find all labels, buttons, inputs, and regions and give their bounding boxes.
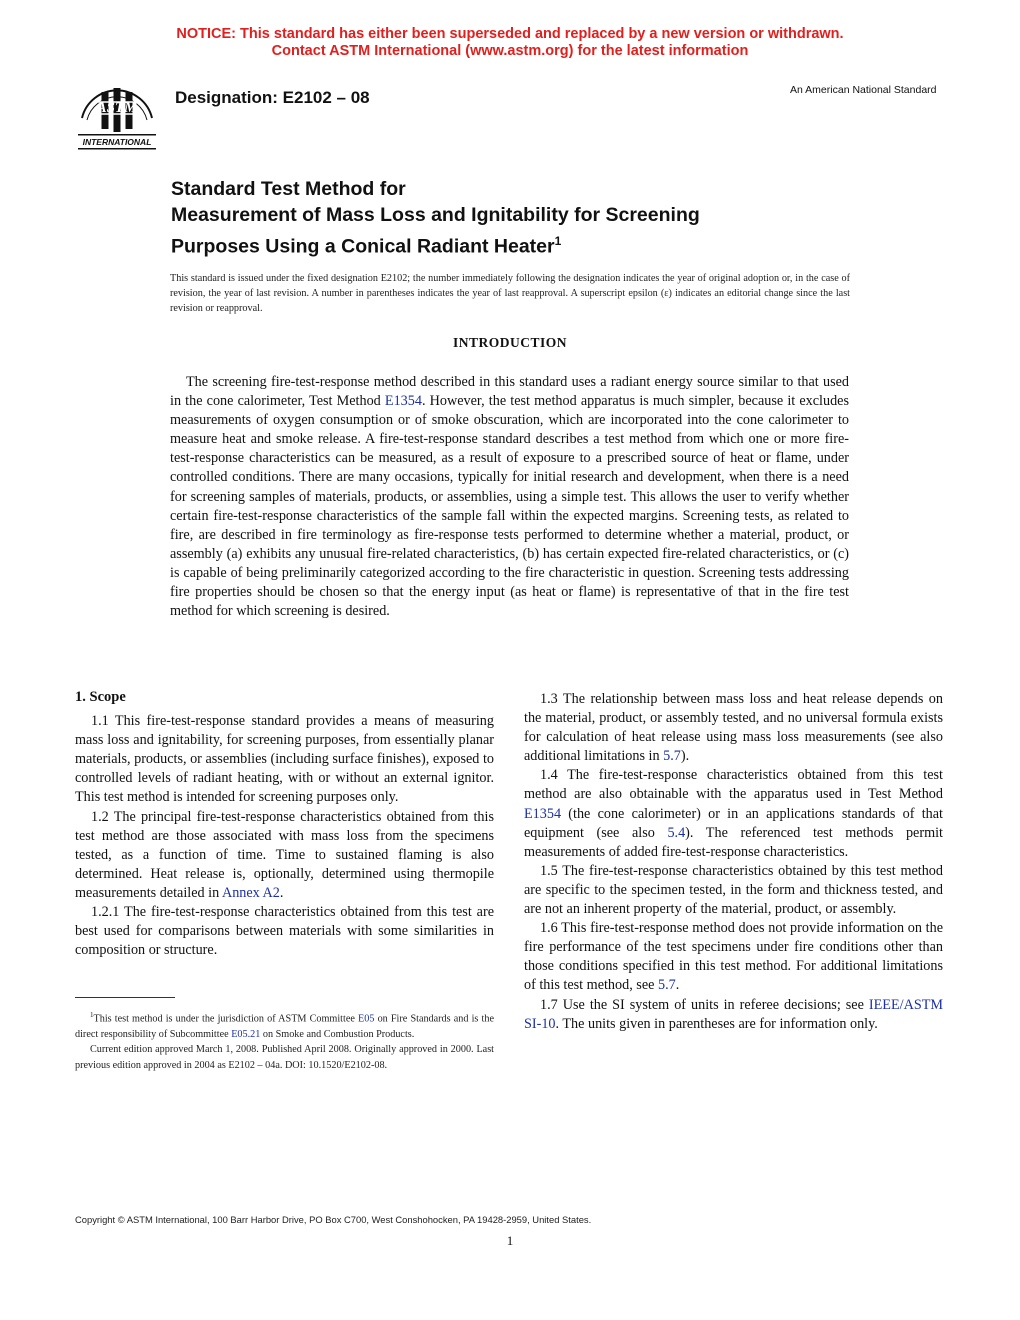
paragraph-1-3: 1.3 The relationship between mass loss and heat release depends on the material, product, or assembly tested, and no universal formula exists for calculation of heat release using mass loss measurements (see also additional limitations in 5.7). (524, 691, 943, 765)
designation: Designation: E2102 – 08 (175, 88, 370, 107)
link-annex-a2[interactable]: Annex A2 (221, 884, 280, 901)
footnotes (75, 1008, 494, 1073)
paragraph-1-4: 1.4 The fire-test-response characteristics obtained from this test method are also obtainable with the apparatus used in Test Method E1354 (the cone calorimeter) or in an applications standards of that equipment (see also 5.4). The referenced test methods permit measurements of added fire-test-response characteristics. (524, 767, 943, 860)
page-number: 1 (506, 1233, 514, 1248)
title-line-3-text: Purposes Using a Conical Radiant Heater (171, 235, 555, 258)
copyright-line: Copyright © ASTM International, 100 Barr Harbor Drive, PO Box C700, West Conshohocken, PA 19428-2959, United States. (75, 1214, 592, 1225)
notice-line-1: NOTICE: This standard has either been superseded and replaced by a new version or withdrawn. (176, 26, 844, 42)
issued-note: This standard is issued under the fixed designation E2102; the number immediately following the designation indicates the year of original adoption or, in the case of revision, the year of last revision. A number in parentheses indicates the year of last reapproval. A superscript epsilon (ε) indicates an editorial change since the last revision or reapproval. (170, 273, 850, 314)
title-footnote-mark: 1 (554, 234, 562, 248)
scope-heading: 1. Scope (75, 689, 126, 705)
link-5-7-limitations[interactable]: 5.7 (657, 977, 676, 994)
link-5-4[interactable]: 5.4 (667, 824, 686, 841)
logo-text: ASTM (96, 100, 138, 116)
paragraph-1-7: 1.7 Use the SI system of units in referee decisions; see IEEE/ASTM SI-10. The units given in parentheses are for information only. (524, 996, 943, 1032)
notice-line-2: Contact ASTM International (www.astm.org) for the latest information (271, 43, 749, 59)
link-5-7[interactable]: 5.7 (663, 748, 681, 765)
paragraph-1-2-1: 1.2.1 The fire-test-response characteristics obtained from this test are best used for comparisons between materials with some similarities in composition or structure. (75, 904, 494, 959)
paragraph-1-5: 1.5 The fire-test-response characteristics obtained by this test method are specific to the specimen tested, in the form and thickness tested, and are not an inherent property of the material, product, or assembly. (524, 862, 943, 918)
paragraph-1-1: 1.1 This fire-test-response standard provides a means of measuring mass loss and ignitability, for screening purposes, from essentially planar materials, products, or assemblies (including surface finishes), exposed to controlled levels of radiant heating, with or without an external ignitor. This test method is intended for screening purposes only. (75, 713, 494, 806)
footnote-edition: Current edition approved March 1, 2008. Published April 2008. Originally approved in 2000. Last previous edition approved in 2004 as E2102 – 04a. DOI: 10.1520/E2102-08. (75, 1044, 494, 1071)
link-e05-21[interactable]: E05.21 (231, 1028, 261, 1040)
document-title (171, 176, 700, 260)
link-e1354[interactable]: E1354 (384, 393, 422, 410)
title-line-3 (171, 228, 700, 260)
paragraph-1-6: 1.6 This fire-test-response method does not provide information on the fire performance of the test specimens under fire conditions other than those conditions specified in this test method. For additional limitations of this test method, see 5.7. (524, 920, 943, 994)
link-ieee-astm-si-10[interactable]: IEEE/ASTM SI-10 (524, 996, 943, 1032)
withdrawal-notice (0, 26, 1020, 60)
right-column (524, 690, 943, 1034)
introduction-text: The screening fire-test-response method described in this standard uses a radiant energy source similar to that used in the cone calorimeter, Test Method E1354. However, the test method apparatus is much simpler, because it excludes measurements of oxygen consumption or of smoke obscuration, which are incorporated into the cone calorimeter to measure heat and smoke release. A fire-test-response standard describes a test method from which one or more fire-test-response characteristics can be measured, as a result of exposure to a prescribed source of heat or flame, under controlled conditions. There are many occasions, typically for initial research and development, when there is a need for screening samples of materials, products, or assemblies, using a simple test. This allows the user to verify whether certain fire-test-response characteristics of the sample fall within the expected margins. Screening tests, as related to fire, are described in fire terminology as fire-response tests performed to determine whether a material, product, or assembly (a) exhibits any unusual fire-related characteristics, (b) has certain expected fire-related characteristics, or (c) is capable of being preliminarily categorized according to the fire characteristic in question. Screening tests addressing fire properties should be chosen so that the energy input (as heat or flame) is representative of that in the fire test method for which screening is desired. (170, 374, 849, 620)
astm-logo (74, 74, 160, 154)
title-line-2: Measurement of Mass Loss and Ignitability for Screening (171, 204, 700, 226)
astm-logo-icon (74, 74, 160, 154)
paragraph-1-2: 1.2 The principal fire-test-response characteristics obtained from this test method are those associated with mass loss from the specimens tested, as a function of time. Time to sustained flaming is also determined. Heat release is, optionally, determined using thermopile measurements detailed in Annex A2. (75, 808, 494, 901)
national-standard-label: An American National Standard (790, 84, 937, 96)
left-column (75, 688, 494, 960)
introduction-heading: INTRODUCTION (452, 335, 567, 350)
link-e1354-scope[interactable]: E1354 (524, 805, 562, 822)
link-e05[interactable]: E05 (358, 1013, 375, 1025)
logo-subtext: INTERNATIONAL (82, 137, 152, 147)
footnote-divider (75, 997, 175, 998)
title-line-1: Standard Test Method for (171, 178, 406, 200)
footnote-1: $^1$This test method is under the jurisdiction of ASTM Committee E05 on Fire Standards and is the direct responsibility of Subcommittee E05.21 on Smoke and Combustion Products. (75, 1011, 494, 1040)
